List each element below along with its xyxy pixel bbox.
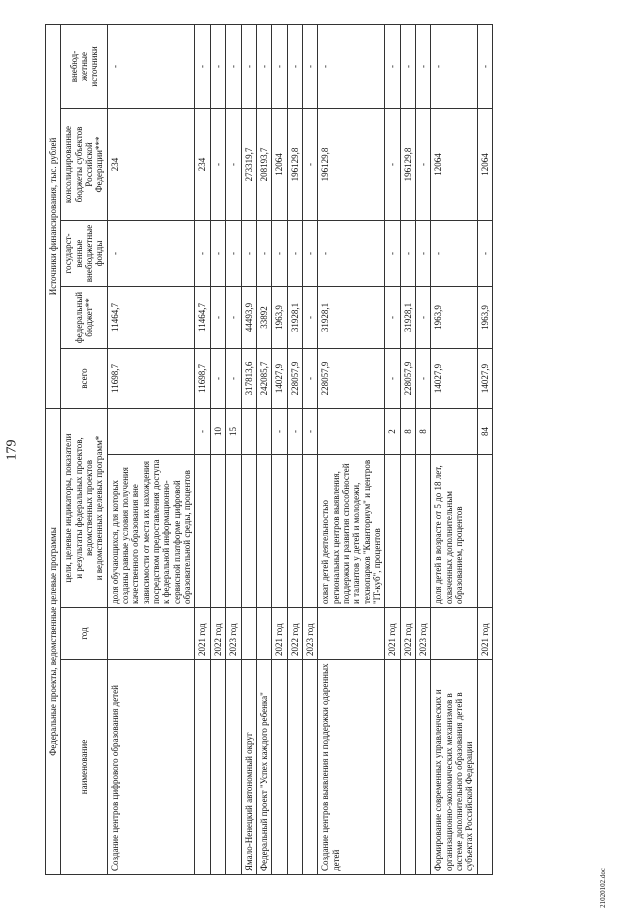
row-regional: - <box>385 109 400 221</box>
row-offbudget-funds: - <box>431 221 477 287</box>
row-offbudget-funds: - <box>400 221 415 287</box>
row-total: - <box>226 349 241 409</box>
row-indicator: доля детей в возрасте от 5 до 18 лет, охваченных дополнительным образованием, процентов <box>431 455 477 608</box>
row-regional: 12064 <box>272 109 287 221</box>
header-indicator: цели, целевые индикаторы, показатели и результаты федеральных проектов, ведомственных проектов и ведомственных целевых программ* <box>61 409 107 608</box>
row-other-sources: - <box>272 24 287 108</box>
row-offbudget-funds: - <box>302 221 317 287</box>
rotated-document <box>45 25 585 875</box>
row-other-sources: - <box>256 24 271 108</box>
row-indicator-value: 84 <box>477 409 492 455</box>
header-financing-group: Источники финансирования, тыс. рублей <box>46 24 61 408</box>
row-name <box>210 660 225 875</box>
row-year: 2021 год <box>385 608 400 660</box>
table-row <box>226 24 241 874</box>
row-name <box>287 660 302 875</box>
row-regional: 234 <box>107 109 195 221</box>
row-total: - <box>210 349 225 409</box>
row-offbudget-funds: - <box>272 221 287 287</box>
row-offbudget-funds: - <box>477 221 492 287</box>
row-regional: 196129,8 <box>287 109 302 221</box>
table-row <box>210 24 225 874</box>
row-offbudget-funds: - <box>256 221 271 287</box>
row-year <box>431 608 477 660</box>
table-row <box>385 24 400 874</box>
table-row <box>477 24 492 874</box>
row-indicator-value: - <box>287 409 302 455</box>
row-name: Создание центров цифрового образования детей <box>107 660 195 875</box>
row-offbudget-funds: - <box>226 221 241 287</box>
row-indicator <box>385 455 400 608</box>
row-federal: 33892 <box>256 287 271 349</box>
row-total: 14027,9 <box>477 349 492 409</box>
table-row <box>241 24 256 874</box>
header-projects-group: Федеральные проекты, ведомственные целевые программы <box>46 409 61 875</box>
row-regional: - <box>210 109 225 221</box>
row-indicator <box>415 455 430 608</box>
header-other-sources: внебюд- жетные источники <box>61 24 107 108</box>
row-other-sources: - <box>302 24 317 108</box>
row-indicator-value: - <box>195 409 210 455</box>
table-row <box>272 24 287 874</box>
row-name <box>400 660 415 875</box>
row-federal: - <box>210 287 225 349</box>
row-total: 14027,9 <box>431 349 477 409</box>
row-total: - <box>415 349 430 409</box>
row-other-sources: - <box>210 24 225 108</box>
row-federal: 1963,9 <box>477 287 492 349</box>
row-year <box>107 608 195 660</box>
row-total: 228057,9 <box>318 349 385 409</box>
row-federal: - <box>302 287 317 349</box>
row-name <box>195 660 210 875</box>
row-indicator-value <box>318 409 385 455</box>
row-regional: 208193,7 <box>256 109 271 221</box>
row-indicator-value: 15 <box>226 409 241 455</box>
row-offbudget-funds: - <box>195 221 210 287</box>
row-total: 228057,9 <box>400 349 415 409</box>
table-row <box>318 24 385 874</box>
row-name <box>226 660 241 875</box>
row-other-sources: - <box>318 24 385 108</box>
header-year: год <box>61 608 107 660</box>
financing-table <box>45 24 493 875</box>
row-offbudget-funds: - <box>107 221 195 287</box>
row-other-sources: - <box>241 24 256 108</box>
row-indicator <box>477 455 492 608</box>
row-other-sources: - <box>107 24 195 108</box>
row-regional: 196129,8 <box>400 109 415 221</box>
row-total: 11698,7 <box>107 349 195 409</box>
header-group-row <box>46 24 61 874</box>
row-name: Создание центров выявления и поддержки одаренных детей <box>318 660 385 875</box>
row-federal: 31928,1 <box>400 287 415 349</box>
row-total: 11698,7 <box>195 349 210 409</box>
row-name <box>415 660 430 875</box>
row-regional: - <box>302 109 317 221</box>
row-indicator-value <box>431 409 477 455</box>
header-offbudget-funds: государст- венные внебюджетные фонды <box>61 221 107 287</box>
table-row <box>415 24 430 874</box>
row-indicator-value: 2 <box>385 409 400 455</box>
row-indicator-value: 8 <box>400 409 415 455</box>
row-year: 2023 год <box>302 608 317 660</box>
row-federal: 44493,9 <box>241 287 256 349</box>
row-name <box>302 660 317 875</box>
row-indicator <box>272 455 287 608</box>
table-row <box>287 24 302 874</box>
row-year: 2022 год <box>287 608 302 660</box>
row-other-sources: - <box>400 24 415 108</box>
row-indicator: охват детей деятельностью региональных центров выявления, поддержки и развития способностей и талантов у детей и молодежи, технопарков "Кванториум" и центров "IT-куб", процентов <box>318 455 385 608</box>
row-indicator-value <box>107 409 195 455</box>
row-offbudget-funds: - <box>385 221 400 287</box>
row-regional: 12064 <box>477 109 492 221</box>
row-other-sources: - <box>195 24 210 108</box>
header-regional: консолидированные бюджеты субъектов Российской Федерации*** <box>61 109 107 221</box>
row-other-sources: - <box>415 24 430 108</box>
row-regional: 273319,7 <box>241 109 256 221</box>
row-year: 2021 год <box>272 608 287 660</box>
row-other-sources: - <box>431 24 477 108</box>
row-federal: - <box>226 287 241 349</box>
table-row <box>400 24 415 874</box>
row-indicator <box>256 455 271 608</box>
row-indicator-value: 10 <box>210 409 225 455</box>
row-year: 2023 год <box>226 608 241 660</box>
row-name: Ямало-Ненецкий автономный округ <box>241 660 256 875</box>
header-row <box>61 24 107 874</box>
row-year: 2023 год <box>415 608 430 660</box>
row-offbudget-funds: - <box>318 221 385 287</box>
row-offbudget-funds: - <box>241 221 256 287</box>
row-total: 242085,7 <box>256 349 271 409</box>
row-name <box>477 660 492 875</box>
table-row <box>256 24 271 874</box>
row-year: 2022 год <box>400 608 415 660</box>
table-row <box>431 24 477 874</box>
row-indicator-value: 8 <box>415 409 430 455</box>
row-year <box>318 608 385 660</box>
row-total: - <box>385 349 400 409</box>
row-offbudget-funds: - <box>210 221 225 287</box>
row-indicator <box>400 455 415 608</box>
row-indicator <box>287 455 302 608</box>
row-regional: - <box>415 109 430 221</box>
row-other-sources: - <box>385 24 400 108</box>
row-regional: 12064 <box>431 109 477 221</box>
row-year <box>241 608 256 660</box>
row-offbudget-funds: - <box>287 221 302 287</box>
row-federal: - <box>415 287 430 349</box>
row-year: 2022 год <box>210 608 225 660</box>
row-total: - <box>302 349 317 409</box>
header-total: всего <box>61 349 107 409</box>
row-other-sources: - <box>287 24 302 108</box>
row-total: 14027,9 <box>272 349 287 409</box>
row-federal: 11464,7 <box>195 287 210 349</box>
row-indicator <box>241 455 256 608</box>
table-body <box>107 24 492 874</box>
row-federal: 31928,1 <box>287 287 302 349</box>
document-code: 21020102.doc <box>599 868 608 908</box>
row-total: 317813,6 <box>241 349 256 409</box>
row-indicator-value <box>241 409 256 455</box>
row-federal: 1963,9 <box>272 287 287 349</box>
row-indicator: доля обучающихся, для которых созданы равные условия получения качественного образования вне зависимости от места их нахождения посредством предоставления доступа к федеральной информационно-сервисной платформе цифровой образовательной среды, процентов <box>107 455 195 608</box>
row-regional: - <box>226 109 241 221</box>
row-indicator-value: - <box>272 409 287 455</box>
row-name <box>385 660 400 875</box>
row-regional: 196129,8 <box>318 109 385 221</box>
page-number: 179 <box>4 439 19 461</box>
row-year: 2021 год <box>195 608 210 660</box>
row-indicator <box>226 455 241 608</box>
row-year: 2021 год <box>477 608 492 660</box>
row-name: Формирование современных управленческих и организационно-экономических механизмов в системе дополнительного образования детей в субъектах Российской Федерации <box>431 660 477 875</box>
row-indicator <box>195 455 210 608</box>
row-year <box>256 608 271 660</box>
row-total: 228057,9 <box>287 349 302 409</box>
header-name: наименование <box>61 660 107 875</box>
row-offbudget-funds: - <box>415 221 430 287</box>
row-other-sources: - <box>226 24 241 108</box>
table-row <box>302 24 317 874</box>
table-row <box>107 24 195 874</box>
row-federal: 11464,7 <box>107 287 195 349</box>
row-indicator <box>302 455 317 608</box>
table-row <box>195 24 210 874</box>
row-name: Федеральный проект "Успех каждого ребенка" <box>256 660 271 875</box>
row-indicator <box>210 455 225 608</box>
row-federal: - <box>385 287 400 349</box>
row-regional: 234 <box>195 109 210 221</box>
header-federal: федеральный бюджет** <box>61 287 107 349</box>
row-other-sources: - <box>477 24 492 108</box>
row-federal: 1963,9 <box>431 287 477 349</box>
row-indicator-value <box>256 409 271 455</box>
row-indicator-value: - <box>302 409 317 455</box>
row-federal: 31928,1 <box>318 287 385 349</box>
row-name <box>272 660 287 875</box>
